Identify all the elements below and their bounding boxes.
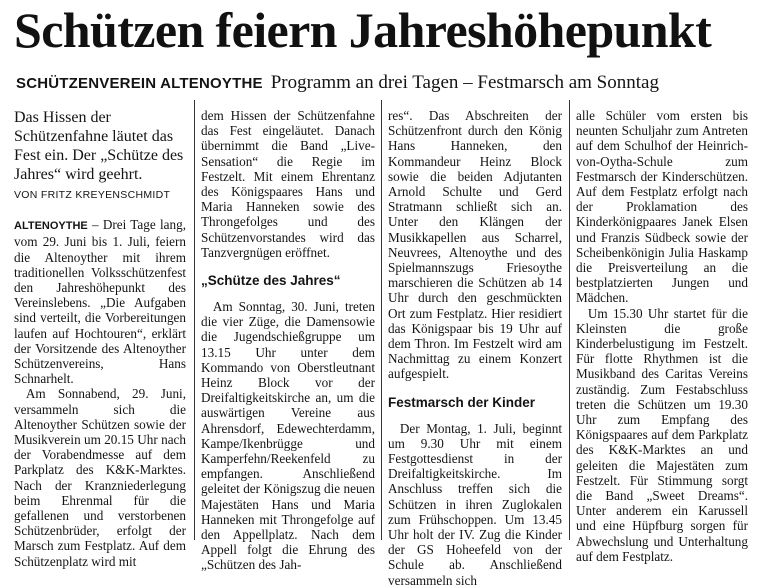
- article-paragraph: Am Sonntag, 30. Juni, treten die vier Züge, die Damensowie die Jugendschießgruppe um 13.15 Uhr unter dem Kommando von Oberstleutnant Heinz Block vor der Dreifaltigkeitskirche an, um die auswärtigen Vereine aus Ahrensdorf, Edewechterdamm, Kampe/Ikenbrügge und Kamperfehn/Reekenfeld zu empfangen. Anschließend geleitet der Königszug die neuen Majestäten Hans und Maria Hanneken mit Throngefolge auf den Appellplatz. Nach dem Appell folgt die Ehrung des „Schützen des Jah-: [201, 299, 375, 573]
- article-column-1: [14, 108, 186, 569]
- article-paragraph: Am Sonnabend, 29. Juni, versammeln sich die Altenoyther Schützen sowie der Musikverein um 20.15 Uhr nach der Vorabendmesse auf dem Parkplatz des K&K-Marktes. Nach der Kranzniederlegung beim Ehrenmal für die gefallenen und verstorbenen Schützenbrüder, erfolgt der Marsch zum Festplatz. Auf dem Schützenplatz wird mit: [14, 386, 186, 569]
- article-column-4: [576, 108, 748, 564]
- article-paragraph: dem Hissen der Schützenfahne das Fest eingeläutet. Danach übernimmt die Band „Live-Sensation“ die Regie im Festzelt. Mit einem Ehrentanz des Königspaares Hans und Maria Hanneken sowie des Throngefolges und des Schützenvorstandes wird das Tanzvergnügen eröffnet.: [201, 108, 375, 260]
- article-dateline: ALTENOYTHE: [14, 220, 88, 233]
- article-column-3: [388, 108, 562, 588]
- column-rule: [381, 100, 382, 540]
- article-teaser: Das Hissen der Schützenfahne läutet das Fest ein. Der „Schütze des Jahres“ wird geehrt.: [14, 109, 184, 183]
- article-headline: Schützen feiern Jahreshöhepunkt: [14, 2, 712, 58]
- paragraph-text: – Drei Tage lang, vom 29. Juni bis 1. Juli, feiern die Altenoyther mit ihrem traditionellen Volksschützenfest den Jahreshöhepunkt des Vereinslebens. „Die Aufgaben sind verteilt, die Vorbereitungen laufen auf Hochtouren“, erklärt der Vorsitzende des Altenoyther Schützenvereins, Hans Schnarhelt.: [14, 217, 186, 387]
- article-kicker: SCHÜTZENVEREIN ALTENOYTHE: [16, 75, 263, 92]
- article-byline: VON FRITZ KREYENSCHMIDT: [14, 189, 171, 201]
- article-paragraph: alle Schüler vom ersten bis neunten Schuljahr zum Antreten auf dem Schulhof der Heinrich-von-Oytha-Schule zum Festmarsch der Kinderschützen. Auf dem Festplatz erfolgt nach der Proklamation des Kinderkönigpaares Janek Elsen und Franzis Südbeck sowie der Scheibenkönigin Julia Haskamp die Preisverteilung an die bestplatzierten Jungen und Mädchen.: [576, 108, 748, 306]
- article-paragraph: Der Montag, 1. Juli, beginnt um 9.30 Uhr mit einem Festgottesdienst in der Dreifaltigkeitskirche. Im Anschluss treffen sich die Schützen in ihren Zuglokalen zum Frühschoppen. Um 13.45 Uhr holt der IV. Zug die Kinder der GS Hoheefeld von der Schule ab. Anschließend versammeln sich: [388, 420, 562, 588]
- section-subhead: „Schütze des Jahres“: [201, 273, 341, 289]
- article-paragraph: [14, 217, 186, 386]
- column-rule: [194, 100, 195, 540]
- article-subtitle: Programm an drei Tagen – Festmarsch am Sonntag: [270, 72, 659, 93]
- article-subline: [16, 70, 761, 97]
- article-paragraph: res“. Das Abschreiten der Schützenfront durch den König Hans Hanneken, den Kommandeur Heinz Block sowie die beiden Adjutanten Arnold Schulte und Gerd Stratmann schließt sich an. Unter den Klängen der Musikkapellen aus Scharrel, Neuvrees, Altenoythe und des Spielmannszugs Friesoythe marschieren die Schützen ab 14 Uhr durch den geschmückten Ort zum Festplatz. Hier residiert das Königspaar bis 19 Uhr auf dem Thron. Im Festzelt wird am Nachmittag zu einem Konzert aufgespielt.: [388, 108, 562, 382]
- article-paragraph: Um 15.30 Uhr startet für die Kleinsten die große Kinderbelustigung im Festzelt. Für flotte Rhythmen ist die Musikband des Caritas Vereins zuständig. Zum Festabschluss treten die Schützen um 19.30 Uhr zum Empfang des Königspaares auf dem Parkplatz des K&K-Marktes an und geleiten die Majestäten zum Festzelt. Für Stimmung sorgt die Band „Sweet Dreams“. Unter anderem ein Karussell und eine Hüpfburg sorgen für Abwechslung und Unterhaltung auf dem Festplatz.: [576, 305, 748, 564]
- column-rule: [569, 100, 570, 540]
- section-subhead: Festmarsch der Kinder: [388, 394, 536, 410]
- article-column-2: [201, 108, 375, 573]
